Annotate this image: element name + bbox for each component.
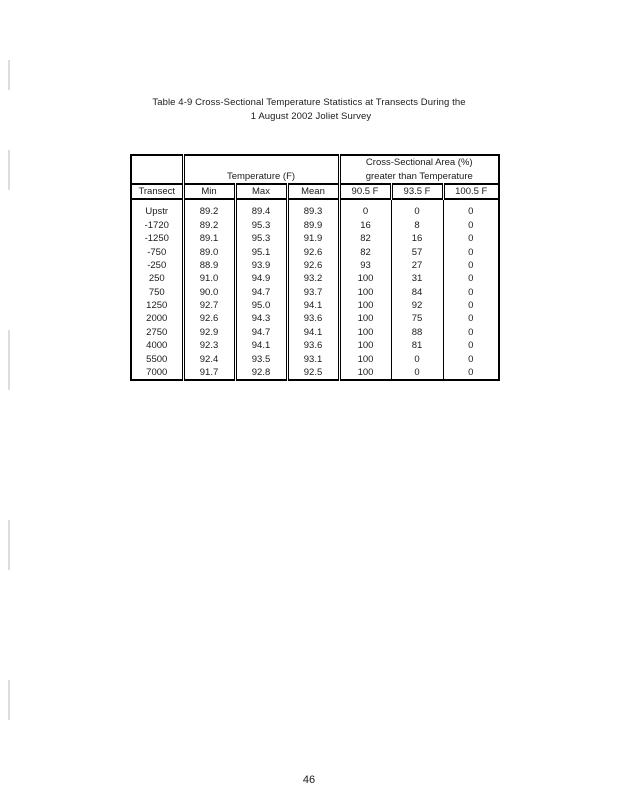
- scan-edge-mark: [8, 520, 10, 570]
- cell-min: 91.0: [183, 272, 235, 285]
- cell-t3: 0: [443, 312, 499, 325]
- cell-mean: 93.1: [287, 352, 339, 365]
- cell-max: 95.1: [235, 245, 287, 258]
- cell-min: 92.4: [183, 352, 235, 365]
- cell-t3: 0: [443, 232, 499, 245]
- cell-mean: 93.6: [287, 312, 339, 325]
- scan-edge-mark: [8, 330, 10, 390]
- area-90-5-header: 90.5 F: [339, 184, 391, 199]
- cell-mean: 92.5: [287, 366, 339, 380]
- table-row: [131, 286, 499, 299]
- cell-min: 92.7: [183, 299, 235, 312]
- cell-transect: 5500: [131, 352, 183, 365]
- cell-t1: 100: [339, 352, 391, 365]
- cell-max: 95.0: [235, 299, 287, 312]
- cell-transect: -750: [131, 245, 183, 258]
- cell-transect: -250: [131, 259, 183, 272]
- cell-mean: 93.6: [287, 339, 339, 352]
- cell-transect: 7000: [131, 366, 183, 380]
- page-number: 46: [302, 774, 316, 786]
- cell-max: 94.1: [235, 339, 287, 352]
- cell-t2: 0: [391, 366, 443, 380]
- cell-t1: 16: [339, 219, 391, 232]
- transect-header: Transect: [131, 184, 183, 199]
- cell-mean: 93.2: [287, 272, 339, 285]
- table-row: [131, 232, 499, 245]
- cell-t1: 100: [339, 312, 391, 325]
- cell-min: 92.3: [183, 339, 235, 352]
- cell-t1: 100: [339, 272, 391, 285]
- cell-min: 89.2: [183, 205, 235, 218]
- cell-mean: 94.1: [287, 299, 339, 312]
- min-header: Min: [183, 184, 235, 199]
- cell-t1: 100: [339, 299, 391, 312]
- cell-t3: 0: [443, 366, 499, 380]
- table-row: [131, 245, 499, 258]
- cell-t1: 82: [339, 232, 391, 245]
- cell-t3: 0: [443, 205, 499, 218]
- cell-transect: 750: [131, 286, 183, 299]
- cell-t3: 0: [443, 219, 499, 232]
- cell-max: 94.7: [235, 286, 287, 299]
- cell-min: 89.2: [183, 219, 235, 232]
- cell-t1: 82: [339, 245, 391, 258]
- scan-edge-mark: [8, 60, 10, 90]
- cell-max: 94.9: [235, 272, 287, 285]
- area-93-5-header: 93.5 F: [391, 184, 443, 199]
- cell-transect: 2750: [131, 326, 183, 339]
- cell-t3: 0: [443, 352, 499, 365]
- cell-t2: 75: [391, 312, 443, 325]
- table-body: [131, 205, 499, 380]
- cell-t2: 84: [391, 286, 443, 299]
- cell-t3: 0: [443, 259, 499, 272]
- table-row: [131, 339, 499, 352]
- cell-t3: 0: [443, 272, 499, 285]
- cell-t1: 100: [339, 286, 391, 299]
- cell-t2: 81: [391, 339, 443, 352]
- cell-min: 89.0: [183, 245, 235, 258]
- cell-max: 95.3: [235, 232, 287, 245]
- table-row: [131, 219, 499, 232]
- cell-t2: 88: [391, 326, 443, 339]
- caption-line-2: 1 August 2002 Joliet Survey: [250, 111, 372, 122]
- table-row: [131, 352, 499, 365]
- cell-min: 92.6: [183, 312, 235, 325]
- cell-max: 93.9: [235, 259, 287, 272]
- cell-t3: 0: [443, 339, 499, 352]
- cell-t1: 100: [339, 366, 391, 380]
- cell-min: 91.7: [183, 366, 235, 380]
- table-caption: [0, 96, 618, 124]
- cell-max: 93.5: [235, 352, 287, 365]
- mean-header: Mean: [287, 184, 339, 199]
- cell-min: 88.9: [183, 259, 235, 272]
- header-blank: [131, 169, 183, 183]
- area-group-header-line2: greater than Temperature: [339, 169, 499, 183]
- cell-max: 92.8: [235, 366, 287, 380]
- table-row: [131, 366, 499, 380]
- cell-t2: 92: [391, 299, 443, 312]
- header-blank: [183, 155, 339, 169]
- table-row: [131, 326, 499, 339]
- caption-line-1: Table 4-9 Cross-Sectional Temperature Statistics at Transects During the: [152, 97, 466, 108]
- cell-t3: 0: [443, 286, 499, 299]
- cell-mean: 92.6: [287, 245, 339, 258]
- table-row: [131, 259, 499, 272]
- cell-max: 94.7: [235, 326, 287, 339]
- cell-t1: 0: [339, 205, 391, 218]
- cell-transect: 250: [131, 272, 183, 285]
- header-blank: [131, 155, 183, 169]
- cell-t2: 27: [391, 259, 443, 272]
- scan-edge-mark: [8, 680, 10, 720]
- cell-mean: 94.1: [287, 326, 339, 339]
- max-header: Max: [235, 184, 287, 199]
- cell-mean: 91.9: [287, 232, 339, 245]
- cell-t3: 0: [443, 326, 499, 339]
- cell-t2: 0: [391, 205, 443, 218]
- cell-t2: 0: [391, 352, 443, 365]
- cell-t3: 0: [443, 245, 499, 258]
- cell-max: 95.3: [235, 219, 287, 232]
- cell-t2: 31: [391, 272, 443, 285]
- cell-mean: 89.3: [287, 205, 339, 218]
- cell-t1: 93: [339, 259, 391, 272]
- cell-transect: 2000: [131, 312, 183, 325]
- cell-t1: 100: [339, 326, 391, 339]
- cell-transect: -1720: [131, 219, 183, 232]
- cell-mean: 93.7: [287, 286, 339, 299]
- cell-t2: 16: [391, 232, 443, 245]
- cell-t2: 8: [391, 219, 443, 232]
- cell-transect: 1250: [131, 299, 183, 312]
- cell-mean: 92.6: [287, 259, 339, 272]
- cell-min: 89.1: [183, 232, 235, 245]
- cell-max: 94.3: [235, 312, 287, 325]
- temperature-statistics-table: [130, 154, 500, 381]
- area-100-5-header: 100.5 F: [443, 184, 499, 199]
- cell-transect: -1250: [131, 232, 183, 245]
- cell-t2: 57: [391, 245, 443, 258]
- temperature-group-header: Temperature (F): [183, 169, 339, 183]
- cell-t3: 0: [443, 299, 499, 312]
- area-group-header-line1: Cross-Sectional Area (%): [339, 155, 499, 169]
- scan-edge-mark: [8, 150, 10, 190]
- table-row: [131, 272, 499, 285]
- cell-max: 89.4: [235, 205, 287, 218]
- table-row: [131, 312, 499, 325]
- cell-transect: Upstr: [131, 205, 183, 218]
- cell-min: 90.0: [183, 286, 235, 299]
- table-row: [131, 299, 499, 312]
- cell-mean: 89.9: [287, 219, 339, 232]
- table-row: [131, 205, 499, 218]
- cell-transect: 4000: [131, 339, 183, 352]
- cell-min: 92.9: [183, 326, 235, 339]
- cell-t1: 100: [339, 339, 391, 352]
